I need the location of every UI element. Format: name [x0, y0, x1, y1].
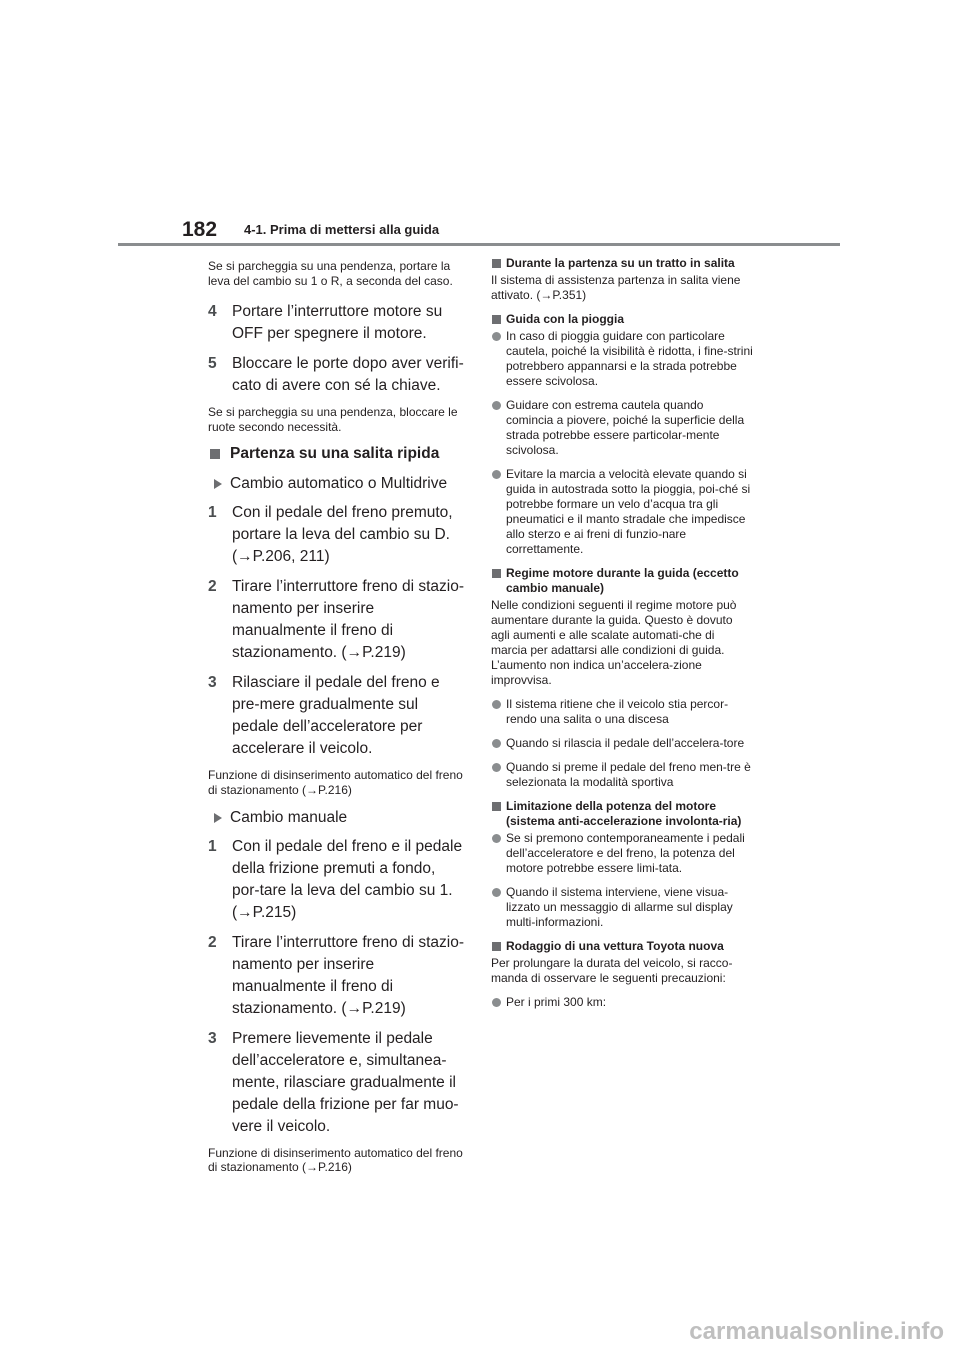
- rain-bullet-3: [491, 467, 753, 557]
- left-column: [208, 256, 466, 1185]
- engine-speed-heading: [491, 566, 753, 596]
- auto-release-note: Funzione di disinserimento automatico del freno di stazionamento (→P.216): [208, 768, 463, 797]
- steep-hill-heading: [208, 444, 466, 464]
- heading-text: Guida con la pioggia: [506, 312, 625, 326]
- automatic-transmission-label: [208, 474, 466, 494]
- round-bullet-icon: [492, 332, 501, 341]
- square-bullet-icon: [492, 315, 501, 324]
- step-text: Con il pedale del freno premuto, portare la leva del cambio su D. (→P.206, 211): [232, 504, 453, 566]
- right-column: [491, 256, 753, 1019]
- engine-speed-body: Nelle condizioni seguenti il regime motore può aumentare durante la guida. Questo è dovuto agli aumenti e alle scalate automati-che di marcia per adattarsi alle condizioni di guida. L’aumento non indica un’accelera-zione improvvisa.: [491, 598, 737, 687]
- round-bullet-icon: [492, 998, 501, 1007]
- bullet-text: Quando si rilascia il pedale dell’accelera-tore: [506, 736, 745, 750]
- step-text: Tirare l’interruttore freno di stazio-namento per inserire manualmente il freno di stazionamento. (→P.219): [232, 933, 465, 1017]
- square-bullet-icon: [210, 449, 220, 459]
- bullet-text: Evitare la marcia a velocità elevate quando si guida in autostrada sotto la pioggia, poi-ché si potrebbe formare un velo d’acqua tra gli pneumatici e il manto stradale che impedisce allo sterzo e ai freni di funzio-nare correttamente.: [506, 467, 751, 556]
- rain-bullet-1: [491, 329, 753, 389]
- step-text: Premere lievemente il pedale dell’acceleratore e, simultanea-mente, rilasciare gradualmente il pedale della frizione per far muo-vere il veicolo.: [232, 1029, 459, 1135]
- square-bullet-icon: [492, 802, 501, 811]
- auto-step-1: [208, 502, 466, 568]
- round-bullet-icon: [492, 470, 501, 479]
- heading-text: Partenza su una salita ripida: [230, 445, 440, 463]
- power-limit-bullet-2: [491, 885, 753, 930]
- heading-text: Rodaggio di una vettura Toyota nuova: [506, 939, 724, 953]
- bullet-text: In caso di pioggia guidare con particolare cautela, poiché la visibilità è ridotta, i fine-strini potrebbero appannarsi e la strada potrebbe essere scivolosa.: [506, 329, 753, 388]
- triangle-arrow-icon: [214, 813, 222, 823]
- step-number: 4: [208, 303, 217, 321]
- section-title: 4-1. Prima di mettersi alla guida: [244, 222, 440, 237]
- bullet-text: Se si premono contemporaneamente i pedali dell’acceleratore e del freno, la potenza del motore potrebbe essere limi-tata.: [506, 831, 745, 875]
- power-limit-bullet-1: [491, 831, 753, 876]
- step-text: Con il pedale del freno e il pedale della frizione premuti a fondo, por-tare la leva del cambio su 1. (→P.215): [232, 837, 463, 921]
- manual-release-note: Funzione di disinserimento automatico del freno di stazionamento (→P.216): [208, 1145, 463, 1175]
- label-text: Cambio manuale: [230, 808, 348, 826]
- break-in-bullet-1: [491, 995, 753, 1010]
- square-bullet-icon: [492, 569, 501, 578]
- step-number: 5: [208, 355, 217, 373]
- parking-intro-note: Se si parcheggia su una pendenza, portare la leva del cambio su 1 o R, a seconda del caso.: [208, 259, 453, 288]
- auto-step-2: [208, 576, 466, 664]
- step-4: [208, 301, 466, 345]
- site-watermark: carmanualsonline.info: [689, 1318, 944, 1345]
- step-number: 2: [208, 933, 217, 951]
- rain-driving-heading: [491, 312, 753, 327]
- step-number: 1: [208, 504, 217, 522]
- square-bullet-icon: [492, 259, 501, 268]
- bullet-text: Quando il sistema interviene, viene visua-lizzato un messaggio di allarme sul display multi-informazioni.: [506, 885, 733, 929]
- break-in-heading: [491, 939, 753, 954]
- step-text: Rilasciare il pedale del freno e pre-mere gradualmente sul pedale dell’acceleratore per accelerare il veicolo.: [232, 674, 440, 758]
- uphill-start-heading: [491, 256, 753, 271]
- step-number: 2: [208, 578, 217, 596]
- wheel-chock-note: Se si parcheggia su una pendenza, bloccare le ruote secondo necessità.: [208, 405, 458, 434]
- auto-step-3: [208, 672, 466, 760]
- step-number: 3: [208, 674, 217, 692]
- rain-bullet-2: [491, 398, 753, 458]
- round-bullet-icon: [492, 888, 501, 897]
- manual-step-1: [208, 836, 466, 924]
- engine-speed-bullet-2: [491, 736, 753, 751]
- bullet-text: Quando si preme il pedale del freno men-tre è selezionata la modalità sportiva: [506, 760, 751, 789]
- manual-step-3: [208, 1028, 466, 1138]
- step-number: 3: [208, 1029, 217, 1047]
- triangle-arrow-icon: [214, 479, 222, 489]
- step-text: Tirare l’interruttore freno di stazio-namento per inserire manualmente il freno di stazionamento. (→P.219): [232, 578, 465, 662]
- engine-speed-bullet-3: [491, 760, 753, 790]
- label-text: Cambio automatico o Multidrive: [230, 475, 448, 493]
- page-number: 182: [182, 218, 218, 241]
- heading-text: Regime motore durante la guida (eccetto cambio manuale): [506, 566, 739, 595]
- heading-text: Limitazione della potenza del motore (sistema anti-accelerazione involonta-ria): [506, 799, 742, 828]
- uphill-start-body: Il sistema di assistenza partenza in salita viene attivato. (→P.351): [491, 273, 741, 302]
- round-bullet-icon: [492, 834, 501, 843]
- heading-text: Durante la partenza su un tratto in salita: [506, 256, 735, 270]
- engine-speed-bullet-1: [491, 697, 753, 727]
- step-text: Portare l’interruttore motore su OFF per spegnere il motore.: [232, 303, 443, 343]
- round-bullet-icon: [492, 739, 501, 748]
- round-bullet-icon: [492, 401, 501, 410]
- step-5: [208, 353, 466, 397]
- round-bullet-icon: [492, 700, 501, 709]
- step-number: 1: [208, 837, 217, 855]
- bullet-text: Il sistema ritiene che il veicolo stia percor-rendo una salita o una discesa: [506, 697, 729, 726]
- square-bullet-icon: [492, 942, 501, 951]
- bullet-text: Per i primi 300 km:: [506, 995, 607, 1009]
- break-in-body: Per prolungare la durata del veicolo, si racco-manda di osservare le seguenti precauzioni:: [491, 956, 733, 985]
- step-text: Bloccare le porte dopo aver verifi-cato di avere con sé la chiave.: [232, 355, 464, 395]
- bullet-text: Guidare con estrema cautela quando comincia a piovere, poiché la superficie della strada potrebbe essere particolar-mente scivolosa.: [506, 398, 745, 457]
- round-bullet-icon: [492, 763, 501, 772]
- manual-step-2: [208, 932, 466, 1020]
- manual-transmission-label: [208, 808, 466, 828]
- power-limit-heading: [491, 799, 753, 829]
- header-divider: [118, 243, 840, 246]
